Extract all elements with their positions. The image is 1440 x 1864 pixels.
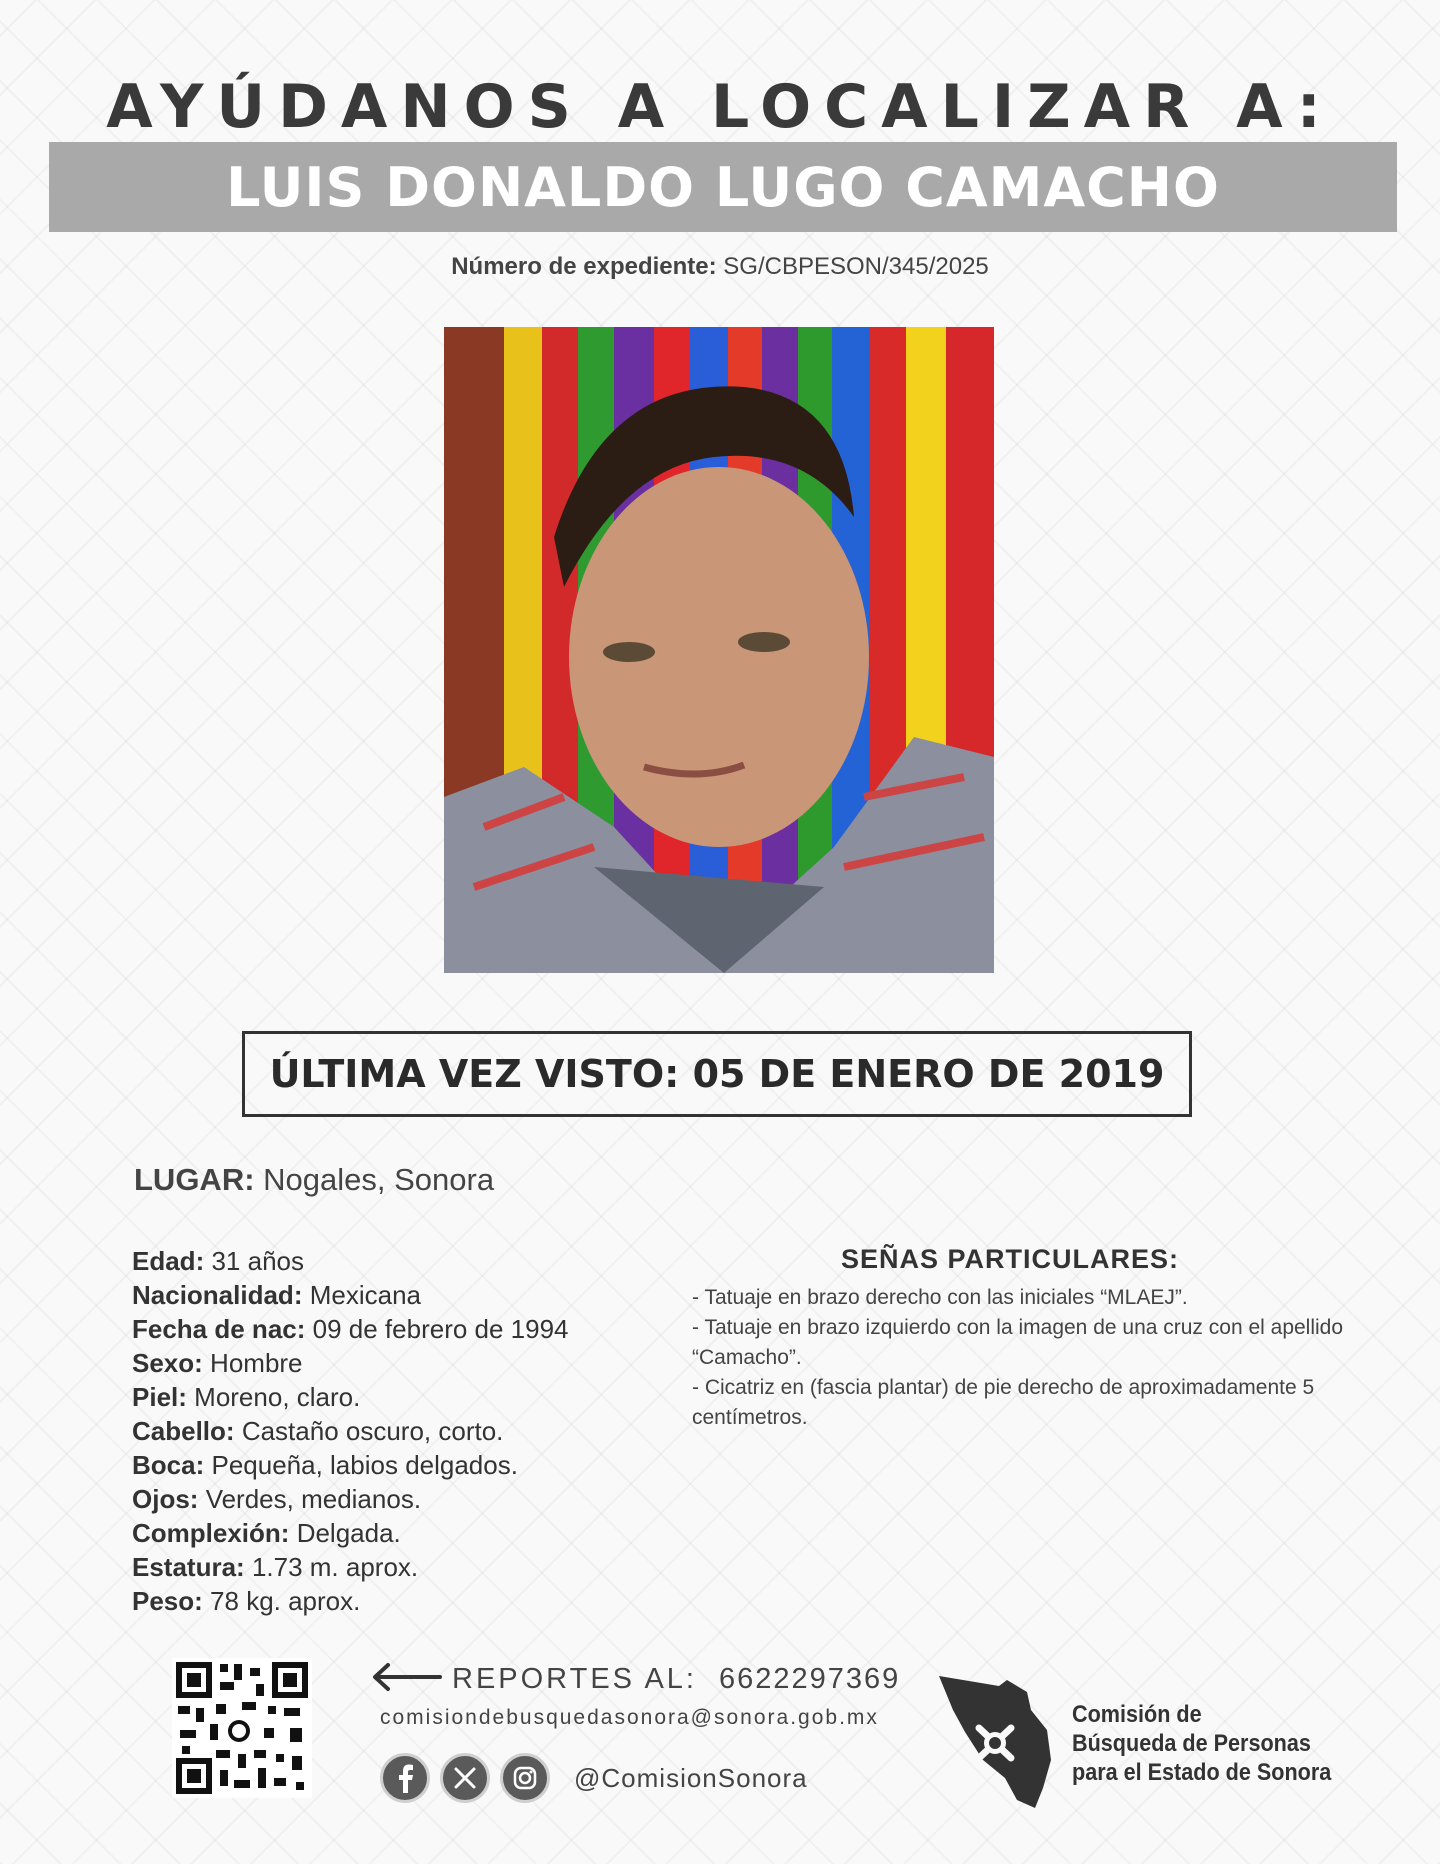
detail-label: Boca: — [132, 1450, 205, 1480]
detail-value: Moreno, claro. — [194, 1382, 361, 1412]
sonora-map-logo-icon — [935, 1670, 1057, 1810]
detail-row-nationality — [132, 1278, 569, 1312]
detail-label: Complexión: — [132, 1518, 290, 1548]
detail-row-height — [132, 1550, 569, 1584]
detail-row-eyes — [132, 1482, 569, 1516]
detail-label: Peso: — [132, 1586, 203, 1616]
detail-row-sex — [132, 1346, 569, 1380]
marks-list — [692, 1283, 1398, 1433]
detail-label: Edad: — [132, 1246, 205, 1276]
last-seen-box — [242, 1031, 1192, 1117]
detail-label: Ojos: — [132, 1484, 199, 1514]
mark-item: - Tatuaje en brazo izquierdo con la imagen de una cruz con el apellido “Camacho”. — [692, 1316, 1344, 1369]
detail-value: 78 kg. aprox. — [210, 1586, 361, 1616]
last-seen-date: ÚLTIMA VEZ VISTO: 05 DE ENERO DE 2019 — [269, 1052, 1165, 1096]
detail-value: Castaño oscuro, corto. — [241, 1416, 504, 1446]
organization-name — [1072, 1700, 1360, 1787]
detail-row-mouth — [132, 1448, 569, 1482]
place-value: Nogales, Sonora — [263, 1162, 495, 1197]
contact-email[interactable]: comisiondebusquedasonora@sonora.gob.mx — [380, 1706, 879, 1729]
detail-row-weight — [132, 1584, 569, 1618]
file-number-value: SG/CBPESON/345/2025 — [723, 253, 989, 280]
detail-value: Delgada. — [296, 1518, 401, 1548]
mark-item: - Cicatriz en (fascia plantar) de pie derecho de aproximadamente 5 centímetros. — [692, 1376, 1315, 1429]
detail-value: 31 años — [211, 1246, 304, 1276]
file-number-row — [0, 253, 1440, 281]
social-row — [380, 1753, 808, 1803]
detail-label: Nacionalidad: — [132, 1280, 303, 1310]
marks-title: SEÑAS PARTICULARES: — [840, 1244, 1180, 1274]
name-banner — [49, 142, 1397, 232]
detail-label: Fecha de nac: — [132, 1314, 306, 1344]
mark-item: - Tatuaje en brazo derecho con las iniciales “MLAEJ”. — [692, 1286, 1188, 1309]
detail-label: Estatura: — [132, 1552, 245, 1582]
person-name: LUIS DONALDO LUGO CAMACHO — [226, 155, 1220, 219]
detail-value: Mexicana — [309, 1280, 421, 1310]
detail-label: Piel: — [132, 1382, 187, 1412]
detail-value: Verdes, medianos. — [205, 1484, 422, 1514]
organization-line: Búsqueda de Personas — [1072, 1730, 1311, 1757]
detail-value: 1.73 m. aprox. — [251, 1552, 419, 1582]
detail-row-hair — [132, 1414, 569, 1448]
headline: AYÚDANOS A LOCALIZAR A: — [106, 72, 1334, 142]
x-icon[interactable] — [440, 1753, 490, 1803]
arrow-left-icon — [370, 1662, 442, 1697]
physical-details-list — [132, 1244, 569, 1618]
organization-line: para el Estado de Sonora — [1072, 1759, 1332, 1786]
file-number-label: Número de expediente: — [451, 253, 717, 280]
qr-code[interactable] — [172, 1658, 312, 1798]
detail-value: Hombre — [210, 1348, 303, 1378]
detail-row-build — [132, 1516, 569, 1550]
reports-label: REPORTES AL: — [452, 1663, 697, 1695]
social-handle[interactable]: @ComisionSonora — [574, 1762, 808, 1793]
place-label: LUGAR: — [134, 1162, 255, 1197]
detail-row-skin — [132, 1380, 569, 1414]
person-photo — [444, 327, 994, 973]
instagram-icon[interactable] — [500, 1753, 550, 1803]
detail-row-birthdate — [132, 1312, 569, 1346]
reports-phone[interactable]: 6622297369 — [719, 1663, 901, 1695]
detail-label: Cabello: — [132, 1416, 235, 1446]
detail-label: Sexo: — [132, 1348, 203, 1378]
detail-row-age — [132, 1244, 569, 1278]
detail-value: 09 de febrero de 1994 — [312, 1314, 569, 1344]
place-row — [134, 1162, 494, 1198]
reports-row — [370, 1662, 900, 1697]
facebook-icon[interactable] — [380, 1753, 430, 1803]
organization-line: Comisión de — [1072, 1701, 1202, 1728]
detail-value: Pequeña, labios delgados. — [211, 1450, 518, 1480]
